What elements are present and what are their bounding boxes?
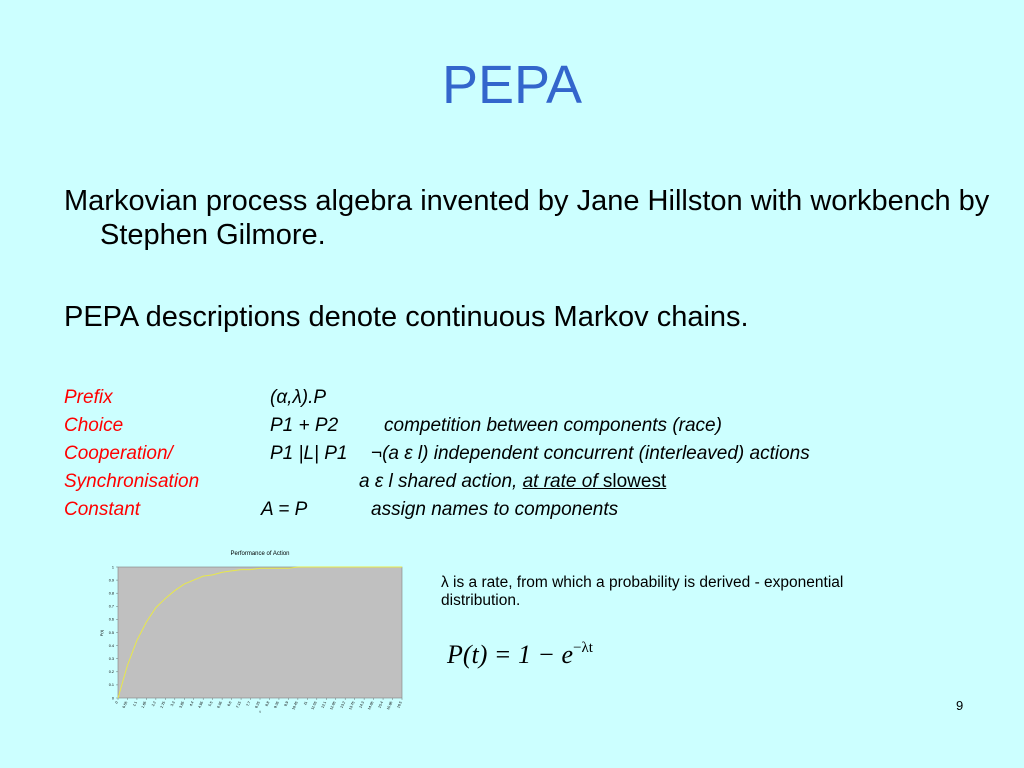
y-tick-label: 0.5	[108, 630, 114, 635]
rate-note: λ is a rate, from which a probability is derived - exponential distribution.	[441, 574, 844, 609]
data-point	[231, 571, 232, 572]
x-tick-label: 1.65	[140, 700, 148, 709]
data-point	[222, 572, 223, 573]
data-point	[364, 567, 365, 568]
y-tick-label: 0.7	[108, 604, 114, 609]
formula-exponent: −λt	[573, 640, 593, 656]
slide-title: PEPA	[441, 55, 583, 115]
data-point	[298, 567, 299, 568]
x-tick-label: 14.85	[367, 700, 375, 711]
x-tick-label: 8.25	[254, 700, 261, 709]
x-tick-label: 4.95	[197, 700, 205, 709]
formula	[447, 640, 593, 670]
data-point	[127, 665, 128, 666]
definition-term: Cooperation/	[64, 443, 173, 464]
data-point	[402, 567, 403, 568]
y-tick-label: 0	[111, 696, 114, 701]
definition-term: Prefix	[64, 387, 113, 408]
data-point	[203, 576, 204, 577]
definition-term: Synchronisation	[64, 471, 200, 492]
x-tick-label: 3.3	[169, 700, 176, 707]
data-point	[335, 567, 336, 568]
data-point	[269, 568, 270, 569]
x-tick-label: 4.4	[188, 700, 195, 707]
bullet-markov-chains: PEPA descriptions denote continuous Markov chains.	[64, 301, 749, 333]
definition-desc-underlined: at rate of	[522, 471, 598, 492]
y-tick-label: 0.1	[108, 683, 114, 688]
x-tick-label: 7.15	[235, 700, 242, 709]
x-tick-label: 9.9	[283, 700, 290, 707]
x-tick-label: 1.1	[132, 700, 138, 707]
data-point	[118, 698, 119, 699]
data-point	[317, 567, 318, 568]
data-point	[137, 640, 138, 641]
data-point	[383, 567, 384, 568]
x-tick-label: 11.55	[310, 700, 318, 711]
x-tick-label: 13.75	[348, 700, 356, 711]
formula-lhs: P(t) = 1 − e	[447, 640, 574, 669]
page-number: 9	[956, 698, 964, 713]
data-point	[345, 567, 346, 568]
x-tick-label: 12.1	[320, 700, 328, 709]
definition-desc-tail: slowest	[597, 471, 667, 492]
data-point	[184, 584, 185, 585]
data-point	[146, 622, 147, 623]
bullet-hillston: Markovian process algebra invented by Jane Hillston with workbench by Stephen Gilmore.	[64, 185, 990, 251]
data-point	[250, 569, 251, 570]
x-tick-label: 9.35	[273, 700, 280, 709]
x-tick-label: 8.8	[264, 700, 271, 707]
data-point	[193, 580, 194, 581]
x-tick-label: 0	[114, 700, 119, 705]
data-point	[279, 568, 280, 569]
definition-expr: A = P	[261, 499, 308, 520]
y-tick-label: 0.4	[108, 643, 114, 648]
data-point	[373, 567, 374, 568]
y-axis	[109, 565, 118, 700]
data-point	[165, 598, 166, 599]
definition-expr: P1 + P2	[270, 415, 339, 436]
definition-desc: ¬(a ε l) independent concurrent (interleaved) actions	[371, 443, 810, 464]
definition-expr: a ε l shared action,	[359, 471, 523, 492]
x-tick-label: 5.5	[207, 700, 214, 707]
y-tick-label: 0.2	[108, 670, 114, 675]
data-point	[392, 567, 393, 568]
x-tick-label: 2.2	[151, 700, 157, 707]
x-tick-label: 0.55	[121, 700, 129, 709]
data-point	[175, 590, 176, 591]
x-tick-label: 12.65	[329, 700, 337, 711]
chart-title: Performance of Action	[230, 551, 290, 557]
data-point	[156, 607, 157, 608]
performance-chart	[96, 545, 416, 715]
data-point	[260, 568, 261, 569]
data-point	[354, 567, 355, 568]
y-tick-label: 1	[111, 565, 114, 570]
x-tick-label: 3.85	[178, 700, 186, 709]
data-point	[241, 569, 242, 570]
x-tick-label: 6.6	[226, 700, 233, 707]
plot-area	[118, 567, 402, 698]
x-tick-label: 11	[303, 700, 309, 706]
data-point	[288, 568, 289, 569]
data-point	[326, 567, 327, 568]
x-tick-label: 15.4	[377, 700, 384, 709]
y-tick-label: 0.9	[108, 578, 114, 583]
y-tick-label: 0.6	[108, 617, 114, 622]
x-tick-label: 7.7	[245, 700, 252, 707]
x-tick-label: 16.5	[396, 700, 403, 709]
x-tick-label: 13.2	[339, 700, 347, 709]
definition-expr: (α,λ).P	[270, 387, 327, 408]
y-tick-label: 0.3	[108, 657, 114, 661]
definition-expr-group	[359, 468, 666, 496]
definition-desc: competition between components (race)	[384, 415, 722, 436]
x-tick-label: 6.05	[216, 700, 224, 709]
x-tick-label: 14.3	[358, 700, 366, 709]
definition-desc: assign names to components	[371, 499, 619, 520]
y-axis-label: P(t)	[99, 629, 104, 637]
definition-term: Choice	[64, 415, 124, 436]
y-tick-label: 0.8	[108, 591, 114, 596]
definition-term: Constant	[64, 499, 141, 520]
x-tick-label: 2.75	[159, 700, 167, 709]
data-point	[212, 575, 213, 576]
x-tick-label: 10.45	[291, 700, 299, 711]
data-point	[307, 567, 308, 568]
x-tick-label: 15.95	[386, 700, 394, 711]
definition-expr: P1 |L| P1	[270, 443, 348, 464]
x-axis-label: t	[259, 709, 261, 714]
